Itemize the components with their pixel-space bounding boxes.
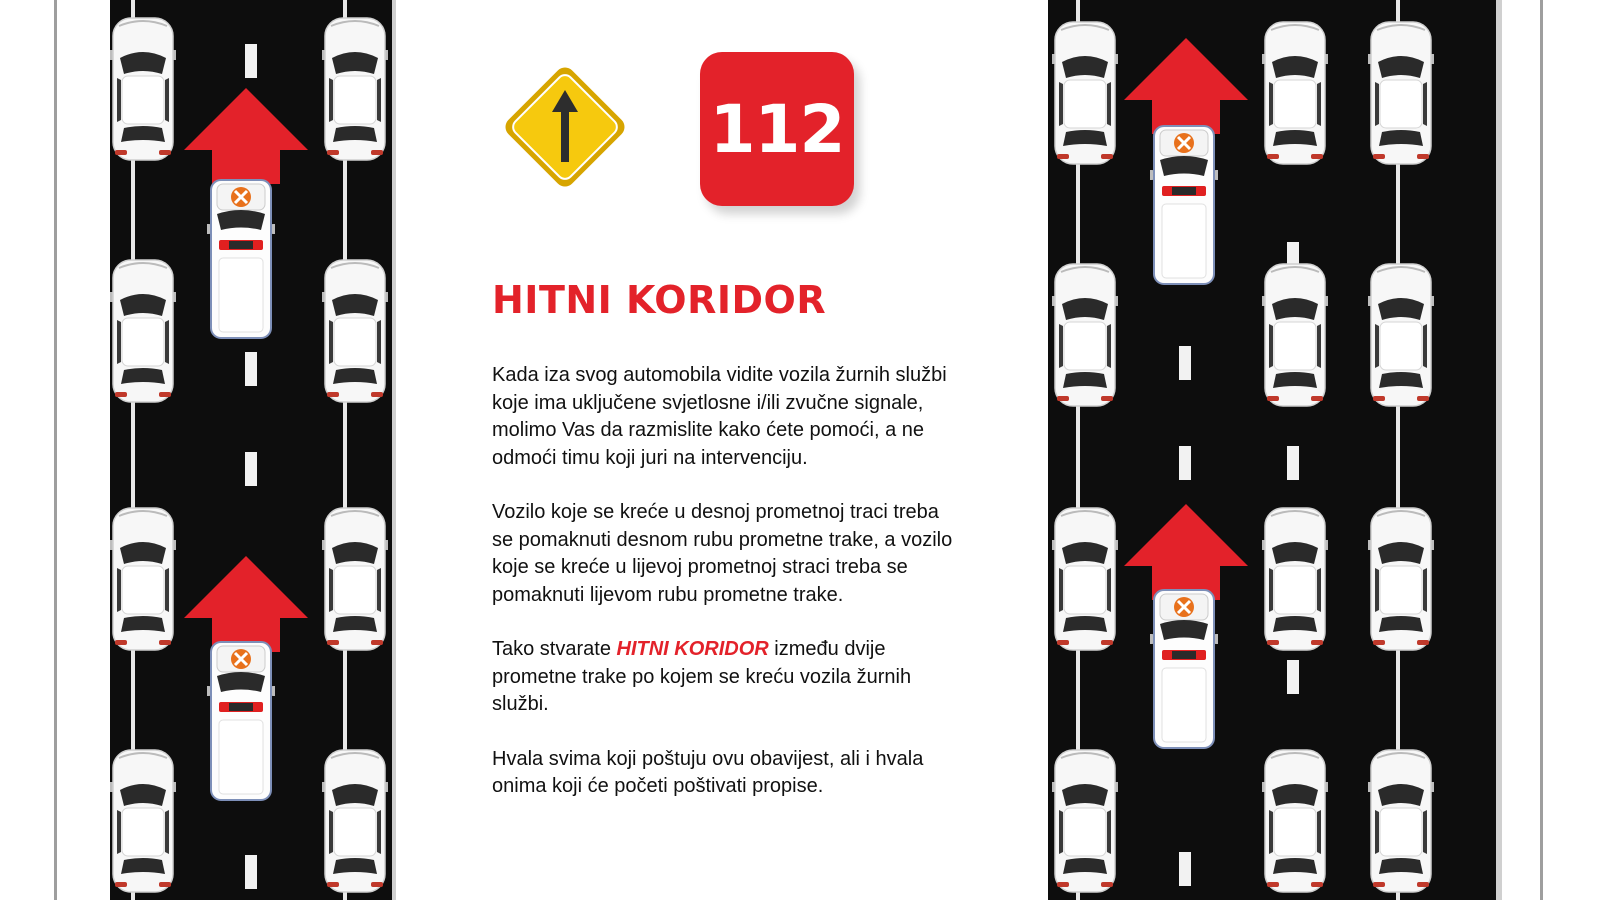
car-icon <box>110 16 176 162</box>
car-icon <box>110 748 176 894</box>
car-icon <box>1368 748 1434 894</box>
car-icon <box>1368 506 1434 652</box>
car-icon <box>1052 20 1118 166</box>
ambulance-icon <box>207 640 275 802</box>
car-icon <box>1262 20 1328 166</box>
lane-dash <box>1179 446 1191 480</box>
emergency-number-badge <box>700 52 854 206</box>
car-icon <box>1262 506 1328 652</box>
up-arrow-icon <box>184 556 308 652</box>
up-arrow-icon <box>184 88 308 184</box>
lane-dash <box>1287 446 1299 480</box>
highlight-text: HITNI KORIDOR <box>616 638 769 660</box>
lane-dash <box>1287 660 1299 694</box>
car-icon <box>322 506 388 652</box>
car-icon <box>322 258 388 404</box>
frame-line-left <box>54 0 57 900</box>
ambulance-icon <box>1150 588 1218 750</box>
lane-dash <box>245 44 257 78</box>
car-icon <box>1262 748 1328 894</box>
car-icon <box>322 16 388 162</box>
lane-dash <box>245 855 257 889</box>
ambulance-icon <box>1150 124 1218 286</box>
car-icon <box>1262 262 1328 408</box>
car-icon <box>1052 748 1118 894</box>
paragraph-text: između dvije prometne trake po kojem se kreću vozila žurnih službi. <box>492 638 912 715</box>
up-arrow-icon <box>1124 504 1248 600</box>
left-road-illustration <box>110 0 392 900</box>
lane-dash <box>245 452 257 486</box>
page-title: HITNI KORIDOR <box>492 278 827 322</box>
ambulance-icon <box>207 178 275 340</box>
car-icon <box>322 748 388 894</box>
paragraph-text: Tako stvarate <box>492 638 617 660</box>
car-icon <box>1052 506 1118 652</box>
frame-line-right <box>1540 0 1543 900</box>
paragraph: Hvala svima koji poštuju ovu obavijest, ali i hvala onima koji će početi poštivati propise. <box>492 747 924 797</box>
paragraph: Kada iza svog automobila vidite vozila žurnih službi koje ima uključene svjetlosne i/ili zvučne signale, molimo Vas da razmislite kako ćete pomoći, a ne odmoći timu koji juri na intervenciju. <box>492 364 947 469</box>
paragraph <box>492 636 962 719</box>
emergency-number: 112 <box>709 90 845 168</box>
priority-road-sign-icon <box>490 52 640 202</box>
road-shoulder <box>1496 0 1502 900</box>
lane-dash <box>1179 852 1191 886</box>
car-icon <box>1052 262 1118 408</box>
car-icon <box>1368 262 1434 408</box>
lane-dash <box>245 352 257 386</box>
paragraph: Vozilo koje se kreće u desnoj prometnoj traci treba se pomaknuti desnom rubu prometne trake, a vozilo koje se kreće u lijevoj prometnoj straci treba se pomaknuti lijevom rubu prometne trake. <box>492 501 953 606</box>
road-shoulder <box>392 0 396 900</box>
up-arrow-icon <box>1124 38 1248 134</box>
lane-dash <box>1179 346 1191 380</box>
body-text <box>492 362 962 828</box>
car-icon <box>1368 20 1434 166</box>
car-icon <box>110 258 176 404</box>
right-road-illustration <box>1048 0 1496 900</box>
car-icon <box>110 506 176 652</box>
